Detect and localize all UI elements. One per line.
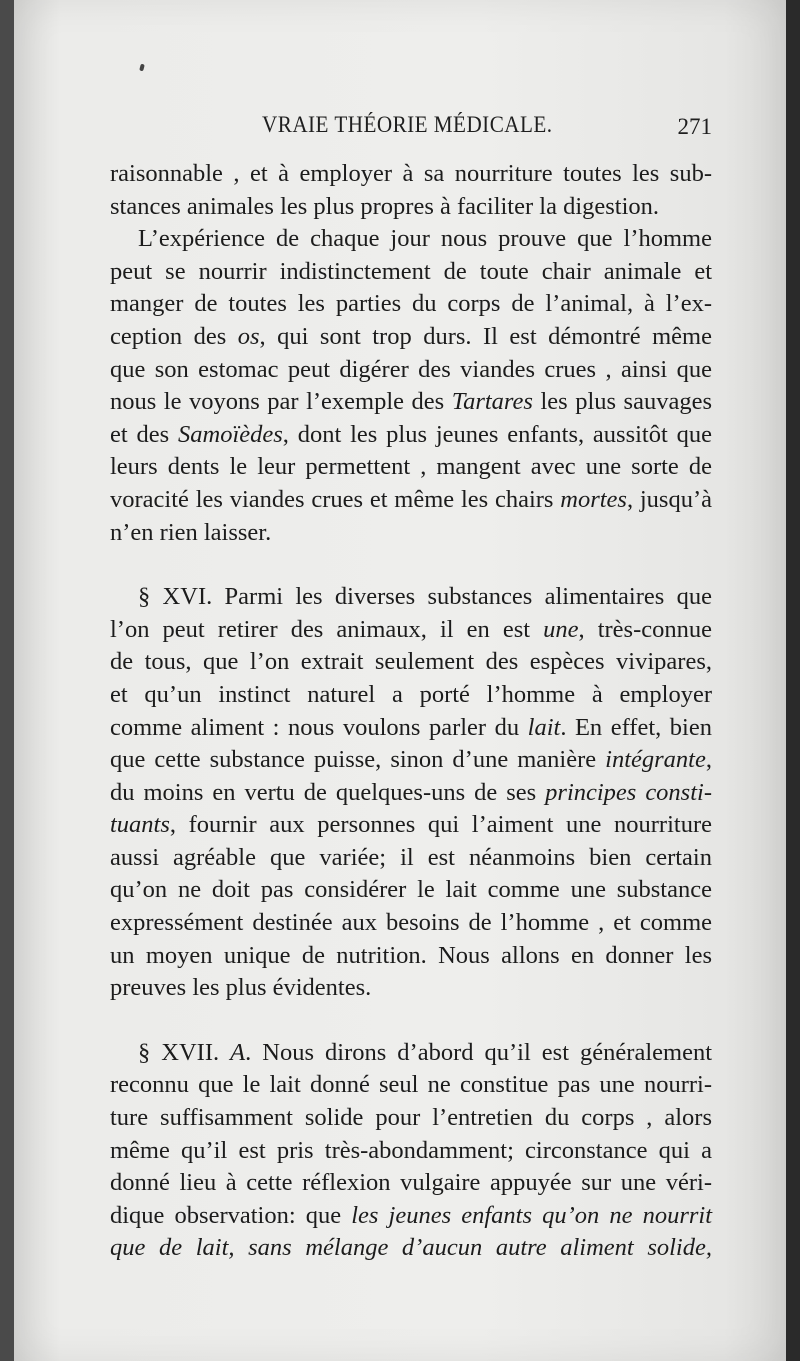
text-line: reconnu que le lait donné seul ne constitue pas une nourri-	[110, 1071, 712, 1099]
text-line: § XVII. A. Nous dirons d’abord qu’il est généralement	[138, 1038, 712, 1066]
text-line: et des Samoïèdes, dont les plus jeunes enfants, aussitôt que	[110, 420, 712, 448]
text-line: dique observation: que les jeunes enfants qu’on ne nourrit	[110, 1201, 713, 1229]
italic-term: A	[230, 1038, 246, 1066]
text-line: un moyen unique de nutrition. Nous allons en donner les	[110, 941, 712, 969]
text-line: raisonnable , et à employer à sa nourriture toutes les sub-	[110, 160, 712, 187]
text-line: tuants, fournir aux personnes qui l’aiment une nourriture	[110, 811, 712, 839]
text-line: comme aliment : nous voulons parler du lait. En effet, bien	[110, 713, 712, 741]
text-line: ture suffisamment solide pour l’entretien du corps , alors	[110, 1104, 712, 1132]
text-line: que son estomac peut digérer des viandes crues , ainsi que	[110, 355, 712, 383]
paragraph-1	[110, 158, 712, 223]
text-line: nous le voyons par l’exemple des Tartares les plus sauvages	[110, 388, 712, 416]
text-line: expressément destinée aux besoins de l’homme , et comme	[110, 909, 712, 937]
body-text	[110, 158, 712, 1265]
italic-term: intégrante	[605, 746, 706, 774]
text-line: ception des os, qui sont trop durs. Il est démontré même	[110, 322, 712, 350]
paragraph-2	[110, 223, 712, 549]
text-line: et qu’un instinct naturel a porté l’homme à employer	[110, 680, 712, 708]
text-line: donné lieu à cette réflexion vulgaire appuyée sur une véri-	[110, 1169, 712, 1197]
text-line	[110, 1232, 712, 1265]
italic-term: tuants	[110, 811, 170, 839]
italic-phrase: que de lait, sans mélange d’aucun autre aliment solide,	[110, 1234, 712, 1262]
text-line: leurs dents le leur permettent , mangent avec une sorte de	[110, 453, 712, 481]
ink-speck	[139, 64, 145, 72]
scan-right-edge	[786, 0, 800, 1361]
text-line: n’en rien laisser.	[110, 518, 272, 546]
paragraph-4-section-xvii	[110, 1037, 712, 1265]
text-line: que cette substance puisse, sinon d’une manière intégrante,	[110, 746, 712, 774]
text-line: L’expérience de chaque jour nous prouve que l’homme	[138, 225, 712, 253]
text-line: qu’on ne doit pas considérer le lait comme une substance	[110, 876, 712, 904]
italic-term: mortes	[560, 485, 627, 513]
italic-term: lait	[527, 713, 561, 741]
text-line: même qu’il est pris très-abondamment; circonstance qui a	[110, 1136, 712, 1164]
text-line: aussi agréable que variée; il est néanmoins bien certain	[110, 843, 712, 871]
page-header	[100, 112, 712, 148]
text-line: l’on peut retirer des animaux, il en est une, très-connue	[110, 615, 712, 643]
italic-term: principes consti-	[545, 778, 712, 806]
italic-term: une	[543, 615, 579, 643]
text-line: § XVI. Parmi les diverses substances alimentaires que	[138, 583, 712, 611]
italic-term: Tartares	[451, 388, 533, 416]
italic-term: Samoïèdes	[178, 420, 283, 448]
text-line: peut se nourrir indistinctement de toute chair animale et	[110, 257, 712, 285]
text-line: manger de toutes les parties du corps de l’animal, à l’ex-	[110, 290, 712, 318]
text-line: voracité les viandes crues et même les chairs mortes, jusqu’à	[110, 485, 712, 513]
running-head: VRAIE THÉORIE MÉDICALE.	[262, 112, 553, 137]
text-line: du moins en vertu de quelques-uns de ses principes consti-	[110, 778, 712, 806]
text-line: de tous, que l’on extrait seulement des espèces vivipares,	[110, 648, 712, 676]
page-number: 271	[677, 114, 712, 139]
text-line: preuves les plus évidentes.	[110, 974, 372, 1002]
italic-term: os	[237, 322, 260, 350]
italic-phrase: les jeunes enfants qu’on ne nourrit	[351, 1201, 713, 1229]
text-line: stances animales les plus propres à faciliter la digestion.	[110, 192, 660, 220]
paragraph-3-section-xvi	[110, 581, 712, 1005]
scan-left-edge	[0, 0, 14, 1361]
